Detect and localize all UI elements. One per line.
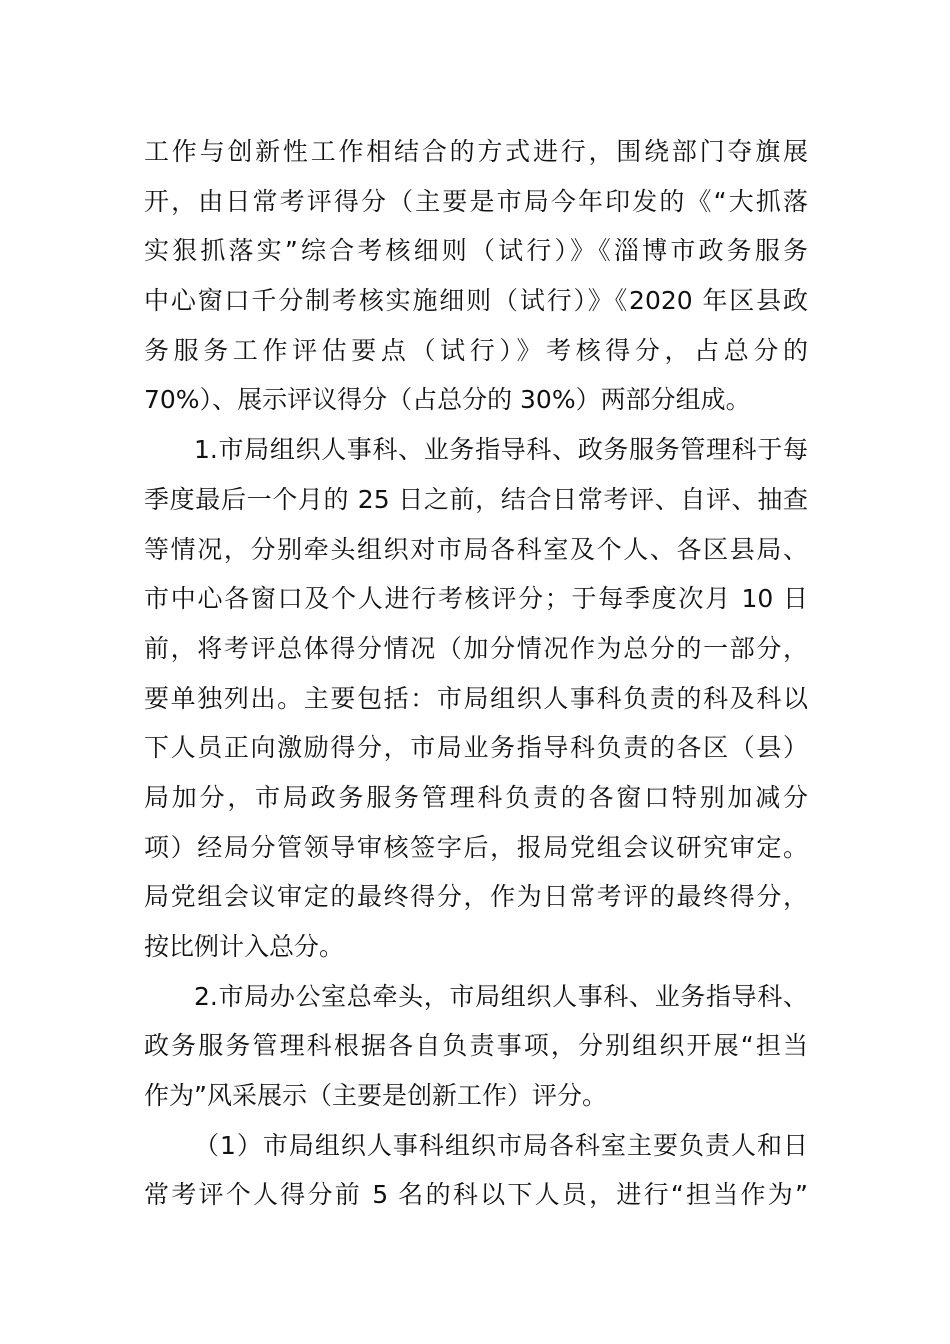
text-line: 等情况，分别牵头组织对市局各科室及个人、各区县局、	[144, 534, 808, 564]
text-line: （1）市局组织人事科组织市局各科室主要负责人和日	[194, 1130, 808, 1160]
text-line: 作为”风采展示（主要是创新工作）评分。	[144, 1081, 607, 1111]
text-line: 按比例计入总分。	[144, 932, 345, 961]
text-line: 季度最后一个月的 25 日之前，结合日常考评、自评、抽查	[144, 484, 808, 514]
text-line: 局党组会议审定的最终得分，作为日常考评的最终得分，	[144, 882, 808, 912]
text-line: 工作与创新性工作相结合的方式进行，围绕部门夺旗展	[144, 137, 808, 166]
text-line: 开，由日常考评得分（主要是市局今年印发的《“大抓落	[144, 186, 808, 216]
document-body	[144, 127, 808, 1220]
text-line: 2.市局办公室总牵头，市局组织人事科、业务指导科、	[194, 981, 808, 1011]
text-line: 局加分，市局政务服务管理科负责的各窗口特别加减分	[144, 782, 808, 812]
text-line: 要单独列出。主要包括：市局组织人事科负责的科及科以	[144, 683, 808, 713]
text-line: 常考评个人得分前 5 名的科以下人员，进行“担当作为”	[144, 1180, 808, 1210]
text-line: 项）经局分管领导审核签字后，报局党组会议研究审定。	[144, 832, 808, 862]
text-line: 前，将考评总体得分情况（加分情况作为总分的一部分，	[144, 633, 808, 663]
text-line: 政务服务管理科根据各自负责事项，分别组织开展“担当	[144, 1031, 808, 1061]
text-line: 务服务工作评估要点（试行）》考核得分，占总分的	[144, 335, 808, 365]
text-line: 下人员正向激励得分，市局业务指导科负责的各区（县）	[144, 733, 808, 763]
text-line: 1.市局组织人事科、业务指导科、政务服务管理科于每	[194, 435, 808, 465]
text-line: 中心窗口千分制考核实施细则（试行）》《2020 年区县政	[144, 286, 808, 316]
text-line: 市中心各窗口及个人进行考核评分；于每季度次月 10 日	[144, 584, 808, 614]
text-line: 实狠抓落实”综合考核细则（试行）》《淄博市政务服务	[144, 236, 808, 266]
text-line: 70%）、展示评议得分（占总分的 30%）两部分组成。	[144, 385, 751, 415]
